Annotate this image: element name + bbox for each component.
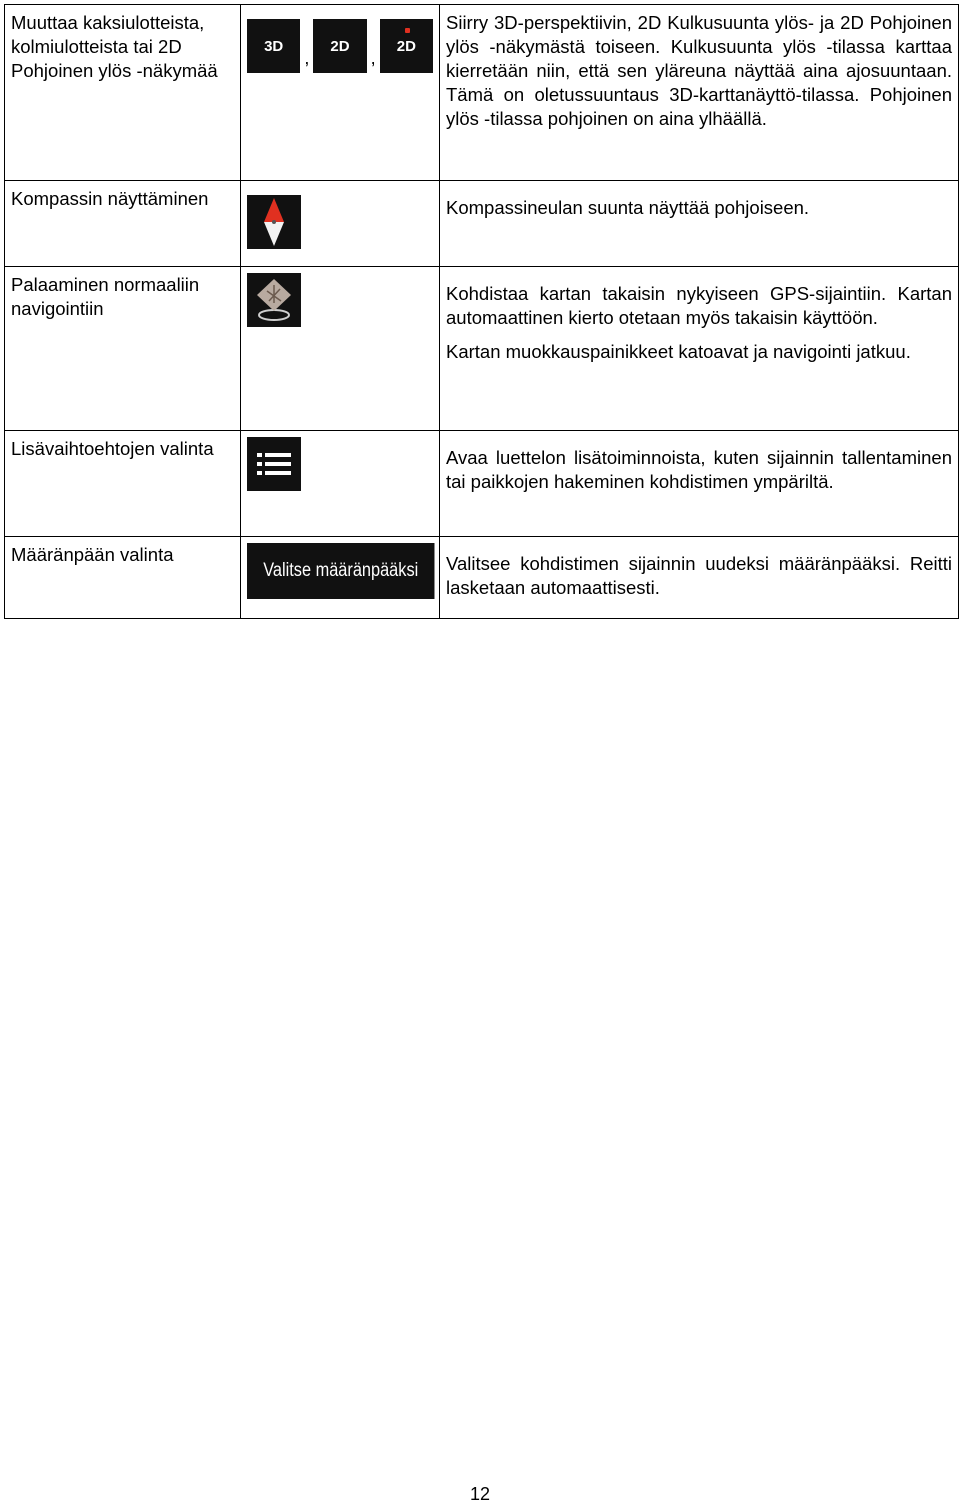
row-label: Muuttaa kaksiulotteista, kolmiulotteista tai 2D Pohjoinen ylös -näkymää [11,12,218,81]
table-row [5,431,959,537]
table-row [5,537,959,619]
row-description: Valitsee kohdistimen sijainnin uudeksi määränpääksi. Reitti lasketaan automaattisesti. [446,553,952,598]
icon-separator: , [370,48,376,68]
table-row [5,267,959,431]
table-row [5,181,959,267]
return-to-navigation-icon[interactable] [247,273,301,327]
row-description: Avaa luettelon lisätoiminnoista, kuten sijainnin tallentaminen tai paikkojen hakeminen kohdistimen ympäriltä. [446,447,952,492]
row-description: Kohdistaa kartan takaisin nykyiseen GPS-sijaintiin. Kartan automaattinen kierto otetaan myös takaisin käyttöön. Kartan muokkauspainikkeet katoavat ja navigointi jatkuu. [446,283,952,362]
row-label: Palaaminen normaaliin navigointiin [11,274,200,319]
view-2d-north-up-icon[interactable]: 2D [380,19,433,73]
view-3d-icon[interactable]: 3D [247,19,300,73]
north-marker-icon [405,28,410,33]
row-label: Määränpään valinta [11,544,174,565]
view-2d-icon[interactable]: 2D [313,19,366,73]
icon-separator: , [304,48,310,68]
view-mode-icons [241,5,439,79]
row-label: Kompassin näyttäminen [11,188,209,209]
page-number: 12 [469,1484,491,1504]
row-label: Lisävaihtoehtojen valinta [11,438,214,459]
select-destination-button[interactable]: Valitse määränpääksi [247,543,434,599]
list-menu-icon[interactable] [247,437,301,491]
row-description: Siirry 3D-perspektiivin, 2D Kulkusuunta ylös- ja 2D Pohjoinen ylös -näkymästä toiseen. Kulkusuunta ylös -tilassa karttaa kierretään niin, että sen yläreuna näyttää aina ajosuuntaan. Tämä on oletussuuntaus 3D-karttanäyttö-tilassa. Pohjoinen ylös -tilassa pohjoinen on aina ylhäällä. [446,12,952,129]
feature-table [4,4,959,619]
compass-icon[interactable] [247,195,301,249]
row-description: Kompassineulan suunta näyttää pohjoiseen. [446,197,810,218]
table-row [5,5,959,181]
